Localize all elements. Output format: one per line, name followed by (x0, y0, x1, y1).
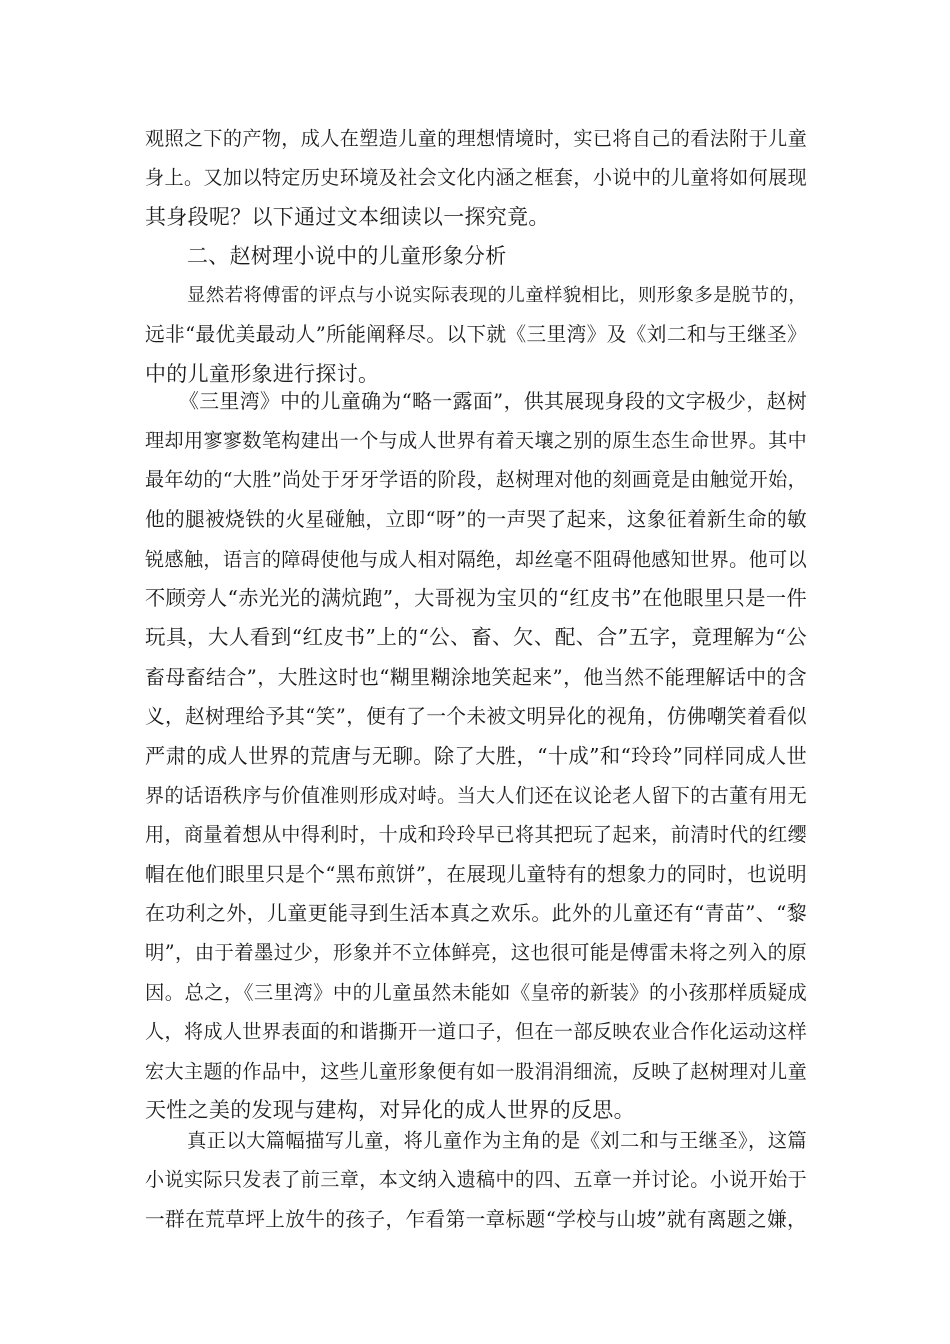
paragraph-1 (145, 119, 807, 237)
paragraph-line: 严肃的成人世界的荒唐与无聊。除了大胜，“十成”和“玲玲”同样同成人世 (145, 743, 807, 768)
paragraph-2 (145, 276, 807, 394)
paragraph-line: 身上。又加以特定历史环境及社会文化内涵之框套，小说中的儿童将如何展现 (145, 166, 807, 190)
paragraph-line: 用，商量着想从中得利时，十成和玲玲早已将其把玩了起来，前清时代的红缨 (145, 823, 807, 847)
paragraph-line: 畜母畜结合”，大胜这时也“糊里糊涂地笑起来”，他当然不能理解话中的含 (145, 664, 807, 689)
paragraph-4 (145, 1121, 807, 1239)
paragraph-line: 帽在他们眼里只是个“黑布煎饼”，在展现儿童特有的想象力的同时，也说明 (145, 862, 807, 886)
paragraph-line: 天性之美的发现与建构，对异化的成人世界的反思。 (145, 1098, 635, 1123)
paragraph-3 (145, 382, 807, 1130)
paragraph-line: 其身段呢？以下通过文本细读以一探究竟。 (145, 204, 550, 229)
paragraph-line: 中的儿童形象进行探讨。 (145, 361, 380, 386)
paragraph-line: 显然若将傅雷的评点与小说实际表现的儿童样貌相比，则形象多是脱节的， (187, 285, 807, 306)
paragraph-line: 宏大主题的作品中，这些儿童形象便有如一股涓涓细流，反映了赵树理对儿童 (145, 1059, 807, 1083)
paragraph-line: 远非“最优美最动人”所能阐释尽。以下就《三里湾》及《刘二和与王继圣》 (145, 323, 807, 347)
paragraph-line: 不顾旁人“赤光光的满炕跑”，大哥视为宝贝的“红皮书”在他眼里只是一件 (145, 585, 807, 610)
paragraph-line: 小说实际只发表了前三章，本文纳入遗稿中的四、五章一并讨论。小说开始于 (145, 1168, 807, 1192)
paragraph-line: 人，将成人世界表面的和谐撕开一道口子，但在一部反映农业合作化运动这样 (145, 1020, 807, 1044)
paragraph-line: 锐感触，语言的障碍使他与成人相对隔绝，却丝毫不阻碍他感知世界。他可以 (145, 547, 807, 571)
section-heading-text: 二、赵树理小说中的儿童形象分析 (187, 244, 507, 268)
paragraph-line: 一群在荒草坪上放牛的孩子，乍看第一章标题“学校与山坡”就有离题之嫌， (145, 1207, 807, 1231)
paragraph-line: 《三里湾》中的儿童确为“略一露面”，供其展现身段的文字极少，赵树 (179, 390, 807, 413)
paragraph-line: 理却用寥寥数笔构建出一个与成人世界有着天壤之别的原生态生命世界。其中 (145, 429, 807, 453)
section-heading (145, 237, 807, 276)
paragraph-line: 最年幼的“大胜”尚处于牙牙学语的阶段，赵树理对他的刻画竟是由触觉开始， (145, 468, 807, 491)
paragraph-line: 他的腿被烧铁的火星碰触，立即“呀”的一声哭了起来，这象征着新生命的敏 (145, 508, 807, 532)
paragraph-line: 真正以大篇幅描写儿童，将儿童作为主角的是《刘二和与王继圣》，这篇 (187, 1129, 807, 1152)
paragraph-line: 玩具，大人看到“红皮书”上的“公、畜、欠、配、合”五字，竟理解为“公 (145, 625, 807, 650)
paragraph-line: 在功利之外，儿童更能寻到生活本真之欢乐。此外的儿童还有“青苗”、“黎 (145, 901, 807, 926)
paragraph-line: 界的话语秩序与价值准则形成对峙。当大人们还在议论老人留下的古董有用无 (145, 783, 807, 807)
paragraph-line: 义，赵树理给予其“笑”，便有了一个未被文明异化的视角，仿佛嘲笑着看似 (145, 705, 807, 729)
paragraph-line: 明”，由于着墨过少，形象并不立体鲜亮，这也很可能是傅雷未将之列入的原 (145, 941, 807, 965)
paragraph-line: 因。总之，《三里湾》中的儿童虽然未能如《皇帝的新装》的小孩那样质疑成 (145, 980, 807, 1004)
paragraph-line: 观照之下的产物，成人在塑造儿童的理想情境时，实已将自己的看法附于儿童 (145, 127, 807, 150)
